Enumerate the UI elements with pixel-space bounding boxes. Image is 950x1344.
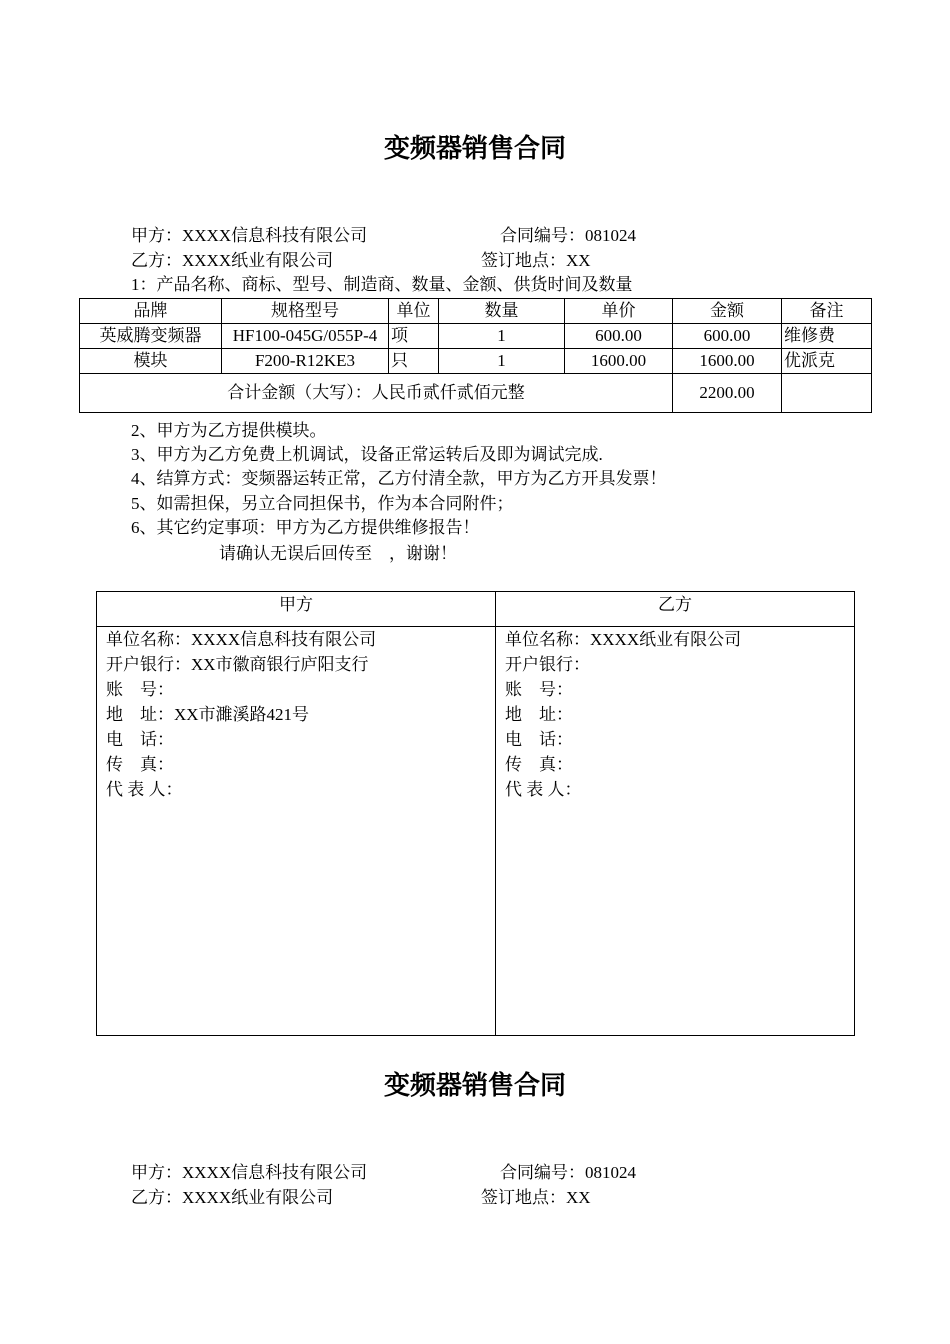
sig-a-company: 单位名称：XXXX信息科技有限公司 <box>106 630 377 649</box>
party-a-label-repeat: 甲方：XXXX信息科技有限公司 <box>131 1163 368 1182</box>
cell-price: 600.00 <box>565 324 673 349</box>
sig-b-representative: 代 表 人： <box>505 780 582 799</box>
clause-3: 3、甲方为乙方免费上机调试，设备正常运转后及即为调试完成. <box>131 445 603 464</box>
header-amount: 金额 <box>673 299 782 324</box>
sig-a-account: 账 号： <box>106 680 174 699</box>
clause-1: 1：产品名称、商标、型号、制造商、数量、金额、供货时间及数量 <box>131 275 633 294</box>
sig-a-phone: 电 话： <box>106 730 174 749</box>
contract-number-repeat: 合同编号：081024 <box>500 1163 636 1182</box>
confirm-note: 请确认无误后回传至 ，谢谢！ <box>219 544 457 563</box>
sig-party-a-block <box>97 627 496 1036</box>
signature-table <box>96 591 855 1036</box>
party-b-label: 乙方：XXXX纸业有限公司 <box>131 251 334 270</box>
sig-party-b-block <box>496 627 855 1036</box>
clause-5: 5、如需担保，另立合同担保书，作为本合同附件； <box>131 494 514 513</box>
contract-title: 变频器销售合同 <box>383 134 566 163</box>
cell-model: F200-R12KE3 <box>222 349 389 374</box>
cell-qty: 1 <box>439 324 565 349</box>
sig-a-fax: 传 真： <box>106 755 174 774</box>
table-header-row <box>80 299 872 324</box>
cell-note: 优派克 <box>782 349 872 374</box>
sig-b-address: 地 址： <box>505 705 573 724</box>
total-value: 2200.00 <box>673 374 782 413</box>
total-note-empty <box>782 374 872 413</box>
header-qty: 数量 <box>439 299 565 324</box>
contract-number: 合同编号：081024 <box>500 226 636 245</box>
cell-unit: 项 <box>389 324 439 349</box>
sig-b-phone: 电 话： <box>505 730 573 749</box>
header-model: 规格型号 <box>222 299 389 324</box>
table-total-row <box>80 374 872 413</box>
cell-note: 维修费 <box>782 324 872 349</box>
sig-b-company: 单位名称：XXXX纸业有限公司 <box>505 630 742 649</box>
party-a-label: 甲方：XXXX信息科技有限公司 <box>131 226 368 245</box>
sig-b-fax: 传 真： <box>505 755 573 774</box>
cell-qty: 1 <box>439 349 565 374</box>
cell-brand: 模块 <box>80 349 222 374</box>
sign-place: 签订地点：XX <box>481 251 591 270</box>
clause-2: 2、甲方为乙方提供模块。 <box>131 421 327 440</box>
party-b-label-repeat: 乙方：XXXX纸业有限公司 <box>131 1188 334 1207</box>
product-table <box>79 298 872 413</box>
total-label: 合计金额（大写）：人民币贰仟贰佰元整 <box>80 374 673 413</box>
cell-brand: 英威腾变频器 <box>80 324 222 349</box>
header-brand: 品牌 <box>80 299 222 324</box>
sig-b-account: 账 号： <box>505 680 573 699</box>
sig-b-bank: 开户银行： <box>505 655 590 674</box>
header-note: 备注 <box>782 299 872 324</box>
cell-price: 1600.00 <box>565 349 673 374</box>
clause-6: 6、其它约定事项：甲方为乙方提供维修报告！ <box>131 518 480 537</box>
cell-unit: 只 <box>389 349 439 374</box>
sig-head-party-a: 甲方 <box>97 592 496 627</box>
cell-amount: 1600.00 <box>673 349 782 374</box>
sig-a-address: 地 址：XX市濉溪路421号 <box>106 705 310 724</box>
table-row <box>80 324 872 349</box>
clause-4: 4、结算方式：变频器运转正常，乙方付清全款，甲方为乙方开具发票！ <box>131 469 667 488</box>
cell-model: HF100-045G/055P-4 <box>222 324 389 349</box>
sig-a-bank: 开户银行：XX市徽商银行庐阳支行 <box>106 655 369 674</box>
table-row <box>80 349 872 374</box>
cell-amount: 600.00 <box>673 324 782 349</box>
sign-place-repeat: 签订地点：XX <box>481 1188 591 1207</box>
sig-head-party-b: 乙方 <box>496 592 855 627</box>
sig-a-representative: 代 表 人： <box>106 780 183 799</box>
contract-title-repeat: 变频器销售合同 <box>383 1071 566 1100</box>
header-unit: 单位 <box>389 299 439 324</box>
header-price: 单价 <box>565 299 673 324</box>
